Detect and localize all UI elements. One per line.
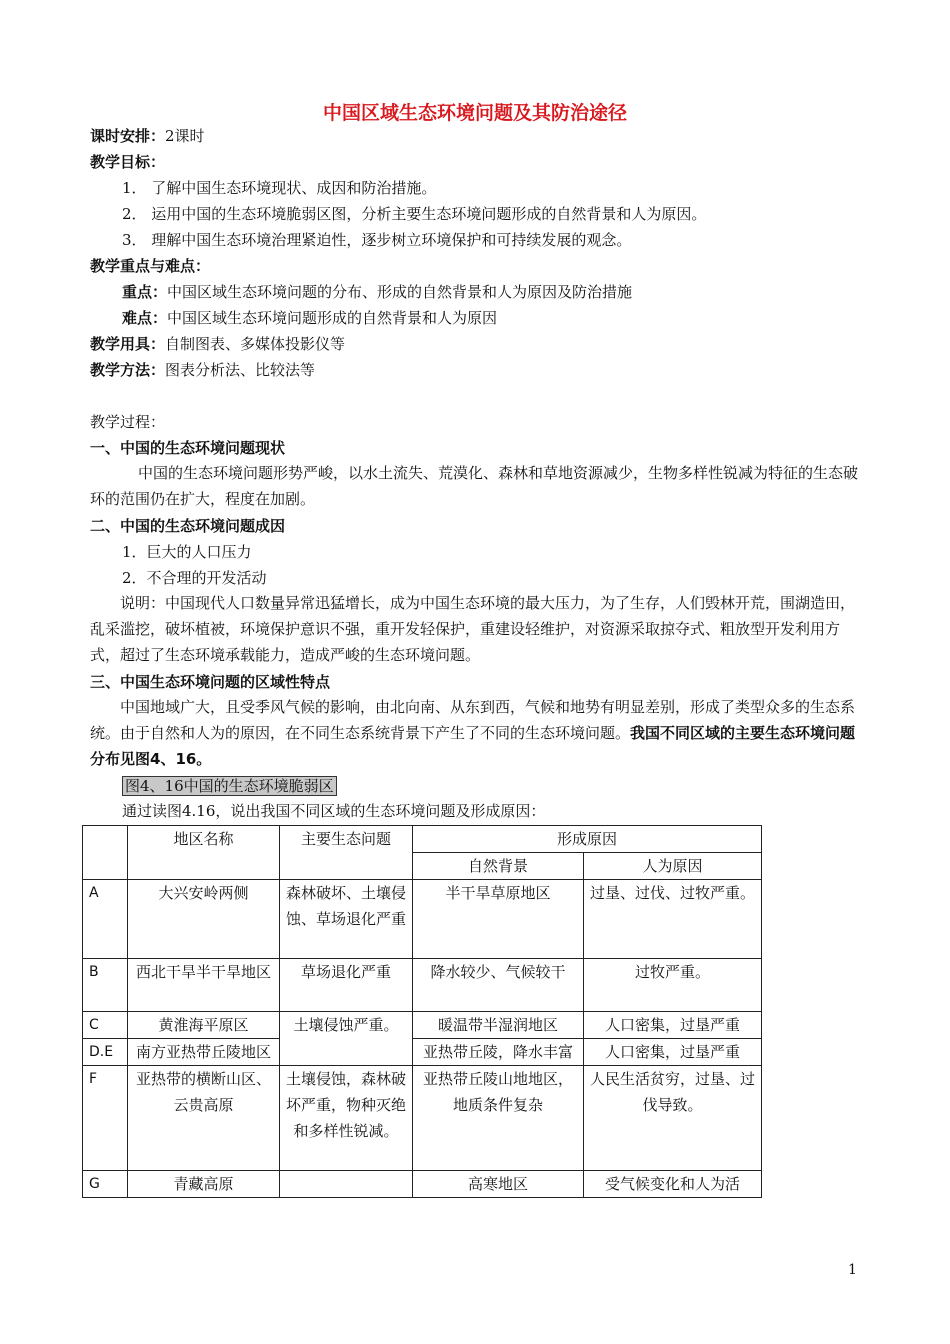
key-point-label: 重点： bbox=[122, 283, 168, 301]
row-region: 西北干旱半干旱地区 bbox=[128, 959, 280, 1012]
objective-item-1: 1． 了解中国生态环境现状、成因和防治措施。 bbox=[122, 179, 437, 197]
row-natural-line-2: 地质条件复杂 bbox=[452, 1096, 543, 1114]
section3-bold-text: 我国不同区域的主要生态环境问题分布见图4、16。 bbox=[90, 724, 856, 768]
table-row bbox=[83, 959, 762, 1012]
table-row bbox=[83, 1066, 762, 1171]
key-point-line bbox=[122, 281, 632, 303]
objective-item-3: 3． 理解中国生态环境治理紧迫性，逐步树立环境保护和可持续发展的观念。 bbox=[122, 231, 632, 249]
figure-reference: 图4、16中国的生态环境脆弱区 bbox=[122, 776, 337, 796]
section3-text bbox=[90, 694, 860, 772]
row-problem: 草场退化严重 bbox=[280, 959, 413, 1012]
row-human: 过牧严重。 bbox=[584, 959, 762, 1012]
row-region: 黄淮海平原区 bbox=[128, 1012, 280, 1039]
row-region: 南方亚热带丘陵地区 bbox=[128, 1039, 280, 1066]
row-natural: 高寒地区 bbox=[413, 1171, 584, 1198]
table-row bbox=[83, 1039, 762, 1066]
section1-heading: 一、中国的生态环境问题现状 bbox=[90, 439, 286, 457]
section2-note: 说明：中国现代人口数量异常迅猛增长，成为中国生态环境的最大压力，为了生存，人们毁林开荒，围湖造田，乱采滥挖，破坏植被，环境保护意识不强，重开发轻保护，重建设轻维护，对资源采取掠夺式、粗放型开发利用方式，超过了生态环境承载能力，造成严峻的生态环境问题。 bbox=[90, 594, 856, 664]
schedule-label: 课时安排： bbox=[90, 127, 166, 145]
page-title: 中国区域生态环境问题及其防治途径 bbox=[322, 102, 627, 124]
tools-value: 自制图表、多媒体投影仪等 bbox=[165, 335, 346, 353]
row-code: F bbox=[83, 1066, 128, 1171]
row-natural: 半干旱草原地区 bbox=[413, 880, 584, 959]
row-human: 受气候变化和人为活 bbox=[584, 1171, 762, 1198]
difficult-point-label: 难点： bbox=[122, 309, 168, 327]
row-human: 人口密集，过垦严重 bbox=[584, 1039, 762, 1066]
row-code: C bbox=[83, 1012, 128, 1039]
section2-heading: 二、中国的生态环境问题成因 bbox=[90, 517, 286, 535]
difficult-point-text: 中国区域生态环境问题形成的自然背景和人为原因 bbox=[167, 309, 498, 327]
section2-item-1: 1．巨大的人口压力 bbox=[122, 543, 252, 561]
ecology-problems-table bbox=[82, 825, 762, 1198]
section1-text: 中国的生态环境问题形势严峻，以水土流失、荒漠化、森林和草地资源减少，生物多样性锐减为特征的生态破环的范围仍在扩大，程度在加剧。 bbox=[90, 464, 859, 508]
section3-body: 中国地域广大，且受季风气候的影响，由北向南、从东到西，气候和地势有明显差别，形成了类型众多的生态系统。由于自然和人为的原因，在不同生态系统背景下产生了不同的生态环境问题。 bbox=[90, 698, 856, 742]
schedule-value: 2课时 bbox=[165, 127, 205, 145]
row-code: D.E bbox=[83, 1039, 128, 1066]
row-problem bbox=[280, 1171, 413, 1198]
section2-item-2: 2．不合理的开发活动 bbox=[122, 569, 267, 587]
table-row bbox=[83, 1012, 762, 1039]
row-problem: 森林破坏、土壤侵蚀、草场退化严重 bbox=[280, 880, 413, 959]
row-code: A bbox=[83, 880, 128, 959]
focus-label: 教学重点与难点： bbox=[90, 257, 211, 275]
row-human: 过垦、过伐、过牧严重。 bbox=[584, 880, 762, 959]
header-problem: 主要生态问题 bbox=[280, 826, 413, 880]
header-natural: 自然背景 bbox=[413, 853, 584, 880]
row-natural: 暖温带半湿润地区 bbox=[413, 1012, 584, 1039]
header-code-cell bbox=[83, 826, 128, 880]
row-region: 青藏高原 bbox=[128, 1171, 280, 1198]
key-point-text: 中国区域生态环境问题的分布、形成的自然背景和人为原因及防治措施 bbox=[167, 283, 633, 301]
row-problem: 土壤侵蚀严重。 bbox=[280, 1012, 413, 1066]
row-natural: 降水较少、气候较干 bbox=[413, 959, 584, 1012]
row-region: 亚热带的横断山区、云贵高原 bbox=[128, 1066, 280, 1171]
methods-label: 教学方法： bbox=[90, 361, 166, 379]
objective-item-2: 2． 运用中国的生态环境脆弱区图，分析主要生态环境问题形成的自然背景和人为原因。 bbox=[122, 205, 707, 223]
header-human: 人为原因 bbox=[584, 853, 762, 880]
table-header-row bbox=[83, 826, 762, 853]
methods-line bbox=[90, 359, 315, 381]
process-label: 教学过程： bbox=[90, 413, 166, 431]
row-human: 人民生活贫穷，过垦、过伐导致。 bbox=[584, 1066, 762, 1171]
row-natural-line-1: 亚热带丘陵山地地区， bbox=[422, 1070, 573, 1088]
table-row bbox=[83, 1171, 762, 1198]
schedule-line bbox=[90, 125, 205, 147]
page-number: 1 bbox=[848, 1262, 857, 1278]
row-region: 大兴安岭两侧 bbox=[128, 880, 280, 959]
tools-label: 教学用具： bbox=[90, 335, 166, 353]
table-row bbox=[83, 880, 762, 959]
row-code: G bbox=[83, 1171, 128, 1198]
section3-heading: 三、中国生态环境问题的区域性特点 bbox=[90, 673, 331, 691]
row-natural bbox=[413, 1066, 584, 1171]
difficult-point-line bbox=[122, 307, 497, 329]
row-natural: 亚热带丘陵，降水丰富 bbox=[413, 1039, 584, 1066]
row-human: 人口密集，过垦严重 bbox=[584, 1012, 762, 1039]
header-region: 地区名称 bbox=[128, 826, 280, 880]
header-cause: 形成原因 bbox=[413, 826, 762, 853]
objectives-label: 教学目标： bbox=[90, 153, 166, 171]
table-instruction: 通过读图4.16，说出我国不同区域的生态环境问题及形成原因： bbox=[122, 802, 546, 820]
row-code: B bbox=[83, 959, 128, 1012]
methods-value: 图表分析法、比较法等 bbox=[165, 361, 316, 379]
row-problem: 土壤侵蚀，森林破坏严重，物种灭绝和多样性锐减。 bbox=[280, 1066, 413, 1171]
tools-line bbox=[90, 333, 345, 355]
figure-reference-line bbox=[122, 775, 337, 797]
